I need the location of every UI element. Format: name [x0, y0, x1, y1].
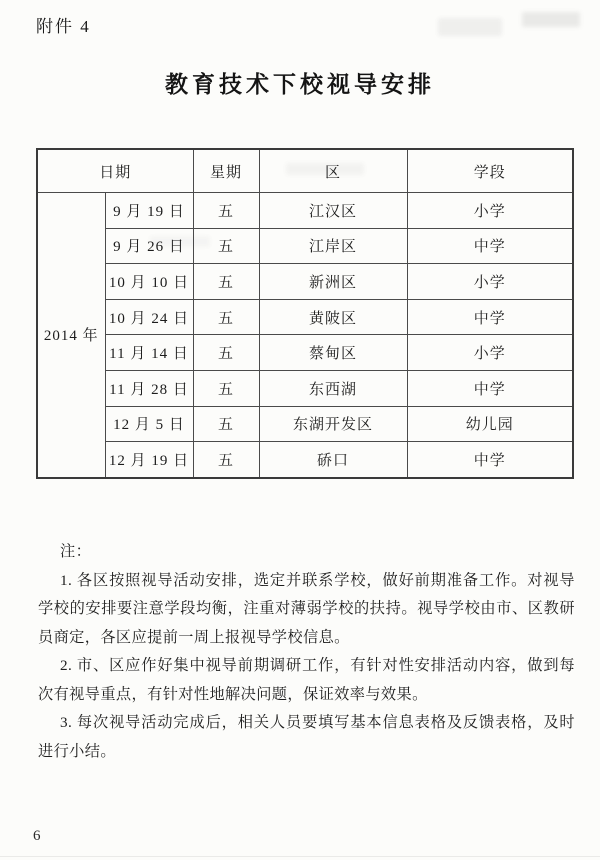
date-cell: 11 月 14 日 — [105, 335, 193, 371]
notes-section — [38, 538, 575, 766]
weekday-cell: 五 — [193, 370, 259, 406]
district-cell: 江汉区 — [259, 193, 407, 229]
scan-edge-line — [0, 856, 600, 857]
district-cell: 东西湖 — [259, 370, 407, 406]
table-row — [37, 228, 573, 264]
district-cell: 硚口 — [259, 442, 407, 478]
year-cell: 2014 年 — [37, 193, 105, 478]
district-cell: 江岸区 — [259, 228, 407, 264]
stage-cell: 幼儿园 — [407, 406, 573, 442]
table-row — [37, 335, 573, 371]
page-title: 教育技术下校视导安排 — [165, 72, 435, 97]
attachment-label: 附件 4 — [36, 17, 91, 36]
weekday-cell: 五 — [193, 442, 259, 478]
stage-cell: 小学 — [407, 335, 573, 371]
table-row — [37, 406, 573, 442]
date-cell: 9 月 19 日 — [105, 193, 193, 229]
schedule-table — [36, 148, 574, 479]
table-row — [37, 264, 573, 300]
date-cell: 10 月 24 日 — [105, 299, 193, 335]
note-item: 1. 各区按照视导活动安排，选定并联系学校，做好前期准备工作。对视导学校的安排要注意学段均衡，注重对薄弱学校的扶持。视导学校由市、区教研员商定，各区应提前一周上报视导学校信息。 — [38, 571, 575, 646]
note-item: 3. 每次视导活动完成后，相关人员要填写基本信息表格及反馈表格，及时进行小结。 — [38, 714, 575, 760]
table-row — [37, 442, 573, 478]
header-stage: 学段 — [407, 149, 573, 193]
table-row — [37, 370, 573, 406]
weekday-cell: 五 — [193, 193, 259, 229]
district-cell: 东湖开发区 — [259, 406, 407, 442]
page-number: 6 — [33, 828, 41, 844]
date-cell: 12 月 19 日 — [105, 442, 193, 478]
stage-cell: 小学 — [407, 264, 573, 300]
weekday-cell: 五 — [193, 228, 259, 264]
table-row — [37, 193, 573, 229]
district-cell: 黄陂区 — [259, 299, 407, 335]
weekday-cell: 五 — [193, 264, 259, 300]
stage-cell: 小学 — [407, 193, 573, 229]
stage-cell: 中学 — [407, 228, 573, 264]
district-cell: 蔡甸区 — [259, 335, 407, 371]
weekday-cell: 五 — [193, 335, 259, 371]
date-cell: 12 月 5 日 — [105, 406, 193, 442]
stage-cell: 中学 — [407, 442, 573, 478]
table-header-row — [37, 149, 573, 193]
notes-label: 注： — [60, 543, 92, 560]
table-row — [37, 299, 573, 335]
header-date: 日期 — [37, 149, 193, 193]
bleedthrough-artifact — [438, 18, 502, 36]
date-cell: 9 月 26 日 — [105, 228, 193, 264]
weekday-cell: 五 — [193, 299, 259, 335]
stage-cell: 中学 — [407, 370, 573, 406]
header-district: 区 — [259, 149, 407, 193]
date-cell: 11 月 28 日 — [105, 370, 193, 406]
district-cell: 新洲区 — [259, 264, 407, 300]
date-cell: 10 月 10 日 — [105, 264, 193, 300]
note-item: 2. 市、区应作好集中视导前期调研工作，有针对性安排活动内容，做到每次有视导重点，有针对性地解决问题，保证效率与效果。 — [38, 657, 575, 703]
header-weekday: 星期 — [193, 149, 259, 193]
weekday-cell: 五 — [193, 406, 259, 442]
bleedthrough-artifact — [522, 12, 580, 27]
stage-cell: 中学 — [407, 299, 573, 335]
